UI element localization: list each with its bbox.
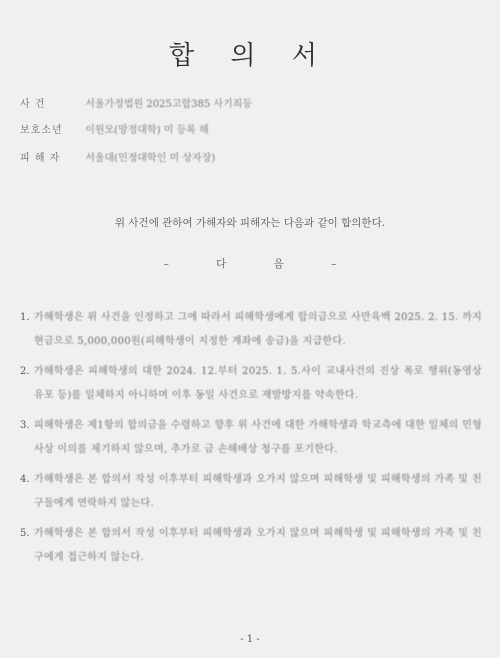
term-item: [20, 360, 482, 408]
term-number: 4.: [20, 474, 30, 485]
info-value-victim: 서울대(민정대학인 미 상자장): [85, 153, 216, 164]
info-label-victim: 피 해 자: [20, 153, 61, 164]
info-row-case: [20, 96, 252, 114]
info-value-case: 서울가정법원 2025고합385 사기죄등: [85, 99, 253, 110]
term-text: 가해학생은 피해학생의 대한 2024. 12.부터 2025. 1. 5.사이 교내사건의 진상 폭로 행위(동영상 유포 등)를 일체하지 아니하며 이후 동일 사건으로 재발방지를 약속한다.: [34, 366, 482, 401]
page-number: - 1 -: [240, 634, 260, 645]
term-number: 5.: [20, 528, 30, 539]
divider-dash-left: –: [163, 258, 169, 270]
term-text: 피해학생은 제1항의 합의금을 수령하고 향후 위 사건에 대한 가해학생과 학교측에 대한 일체의 민형사상 이의를 제기하지 않으며, 추가로 금 손해배상 청구를 포기한다.: [34, 420, 482, 455]
term-text: 가해학생은 위 사건을 인정하고 그에 따라서 피해학생에게 합의금으로 사만육백 2025. 2. 15. 까지 현금으로 5,000,000원(피해학생이 지정한 계좌에 송금)을 지급한다.: [34, 312, 482, 347]
term-item: [20, 522, 482, 570]
info-row-victim: [20, 150, 215, 168]
section-divider: [0, 256, 500, 271]
info-label-case: 사 건: [20, 99, 46, 110]
info-label-juvenile: 보호소년: [20, 125, 63, 136]
divider-dash-right: –: [331, 258, 337, 270]
info-value-juvenile: 이원모(망정대학) 미 등록 해: [85, 125, 209, 136]
info-row-juvenile: [20, 122, 209, 140]
term-item: [20, 306, 482, 354]
terms-list: [20, 306, 482, 576]
term-number: 3.: [20, 420, 30, 431]
intro-sentence: 위 사건에 관하여 가해자와 피해자는 다음과 같이 합의한다.: [114, 216, 386, 229]
term-number: 2.: [20, 366, 30, 377]
term-item: [20, 468, 482, 516]
term-text: 가해학생은 본 합의서 작성 이후부터 피해학생과 오가지 않으며 피해학생 및 피해학생의 가족 및 친구에게 접근하지 않는다.: [34, 528, 482, 563]
term-item: [20, 414, 482, 462]
term-number: 1.: [20, 312, 30, 323]
term-text: 가해학생은 본 합의서 작성 이후부터 피해학생과 오가지 않으며 피해학생 및 피해학생의 가족 및 친구들에게 연락하지 않는다.: [34, 474, 482, 509]
document-title: 합 의 서: [169, 41, 331, 72]
divider-word-2: 음: [273, 258, 284, 270]
divider-word-1: 다: [216, 258, 227, 270]
